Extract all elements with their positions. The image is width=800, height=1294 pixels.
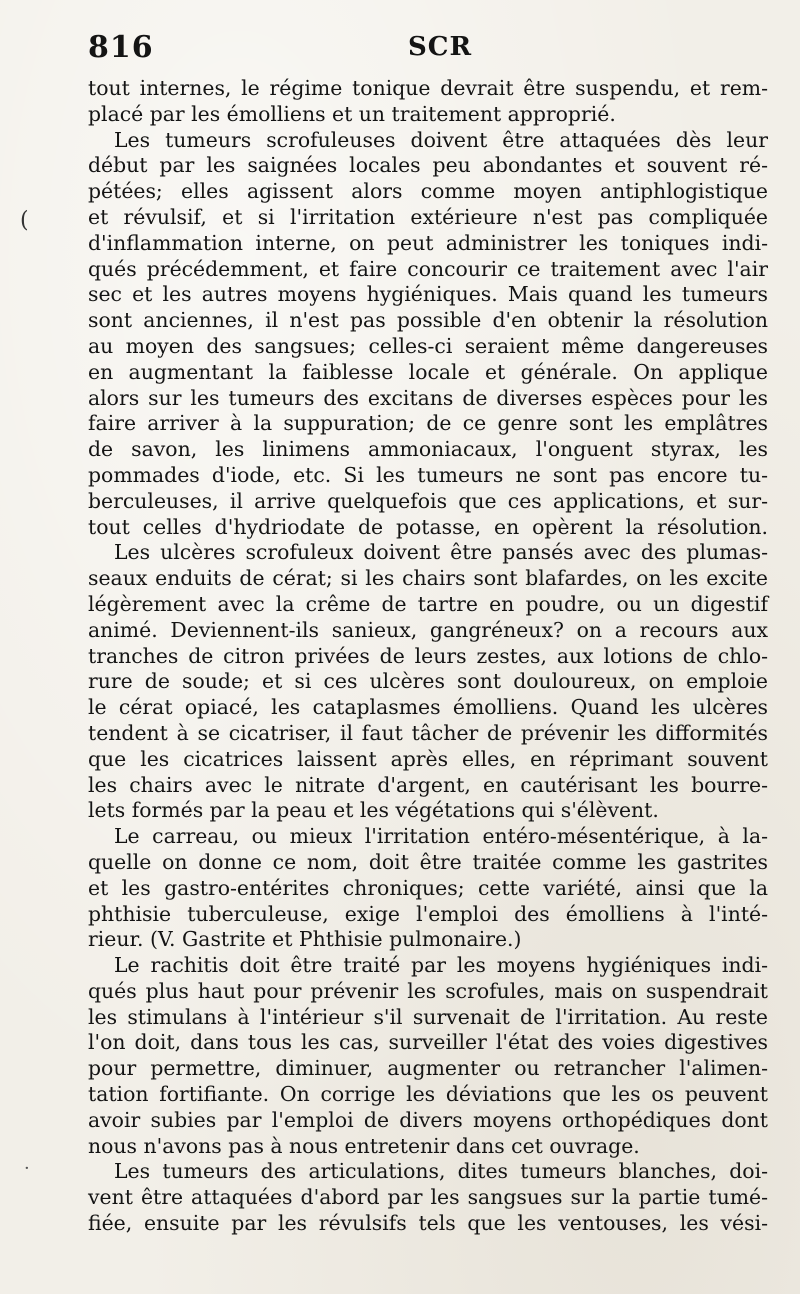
text-line: tout internes, le régime tonique devrait être suspendu, et rem- (88, 76, 768, 100)
page-number: 816 (88, 30, 154, 65)
text-line: lets formés par la peau et les végétations qui s'élèvent. (88, 798, 659, 823)
text-line: sont anciennes, il n'est pas possible d'en obtenir la résolution (88, 308, 768, 333)
text-line: Le carreau, ou mieux l'irritation entéro-mésentérique, à la- (114, 824, 768, 849)
text-line: qués plus haut pour prévenir les scrofules, mais on suspendrait (88, 978, 768, 1003)
text-line: début par les saignées locales peu abondantes et souvent ré- (88, 153, 768, 178)
text-line: qués précédemment, et faire concourir ce traitement avec l'air (88, 256, 768, 281)
margin-mark: ( (20, 208, 29, 233)
text-line: d'inflammation interne, on peut administrer les toniques indi- (88, 230, 768, 255)
text-line: seaux enduits de cérat; si les chairs sont blafardes, on les excite (88, 566, 768, 591)
text-line: au moyen des sangsues; celles-ci seraient même dangereuses (88, 333, 768, 358)
text-line: pétées; elles agissent alors comme moyen antiphlogistique (88, 179, 768, 204)
text-line: phthisie tuberculeuse, exige l'emploi des émolliens à l'inté- (88, 901, 768, 926)
text-line: en augmentant la faiblesse locale et générale. On applique (88, 359, 768, 384)
text-line: le cérat opiacé, les cataplasmes émolliens. Quand les ulcères (88, 695, 768, 720)
text-line: berculeuses, il arrive quelquefois que ces applications, et sur- (88, 488, 768, 513)
text-line: Les tumeurs scrofuleuses doivent être attaquées dès leur (114, 127, 768, 152)
text-line: vent être attaquées d'abord par les sangsues sur la partie tumé- (88, 1185, 768, 1210)
text-line: tendent à se cicatriser, il faut tâcher de prévenir les difformités (88, 720, 768, 745)
margin-mark: · (24, 1158, 30, 1179)
text-line: et révulsif, et si l'irritation extérieure n'est pas compliquée (88, 204, 768, 229)
text-line: quelle on donne ce nom, doit être traitée comme les gastrites (88, 849, 768, 874)
text-line: sec et les autres moyens hygiéniques. Mais quand les tumeurs (88, 282, 768, 307)
text-line: tranches de citron privées de leurs zestes, aux lotions de chlo- (88, 643, 768, 668)
text-line: l'on doit, dans tous les cas, surveiller l'état des voies digestives (88, 1030, 768, 1055)
body-text (88, 76, 768, 1237)
text-line: pour permettre, diminuer, augmenter ou retrancher l'alimen- (88, 1056, 768, 1081)
text-line: Le rachitis doit être traité par les moyens hygiéniques indi- (114, 953, 768, 978)
text-line: les stimulans à l'intérieur s'il survenait de l'irritation. Au reste (88, 1004, 768, 1029)
text-line: légèrement avec la crême de tartre en poudre, ou un digestif (88, 591, 768, 616)
text-line: alors sur les tumeurs des excitans de diverses espèces pour les (88, 385, 768, 410)
text-line: les chairs avec le nitrate d'argent, en cautérisant les bourre- (88, 772, 768, 797)
text-line: que les cicatrices laissent après elles, en réprimant souvent (88, 746, 768, 771)
text-line: faire arriver à la suppuration; de ce genre sont les emplâtres (88, 411, 768, 436)
running-head: SCR (408, 32, 473, 62)
text-line: et les gastro-entérites chroniques; cette variété, ainsi que la (88, 875, 768, 900)
text-line: rieur. (V. Gastrite et Phthisie pulmonaire.) (88, 927, 522, 952)
text-line: nous n'avons pas à nous entretenir dans cet ouvrage. (88, 1133, 640, 1158)
text-line: tation fortifiante. On corrige les déviations que les os peuvent (88, 1082, 768, 1107)
text-line: avoir subies par l'emploi de divers moyens orthopédiques dont (88, 1107, 768, 1132)
text-line: Les tumeurs des articulations, dites tumeurs blanches, doi- (114, 1159, 768, 1184)
text-line: animé. Deviennent-ils sanieux, gangréneux? on a recours aux (88, 617, 768, 642)
text-line: fiée, ensuite par les révulsifs tels que les ventouses, les vési- (88, 1211, 768, 1236)
text-line: tout celles d'hydriodate de potasse, en opèrent la résolution. (88, 514, 768, 539)
text-line: rure de soude; et si ces ulcères sont douloureux, on emploie (88, 669, 768, 694)
page-header (88, 30, 776, 70)
text-line: de savon, les linimens ammoniacaux, l'onguent styrax, les (88, 437, 768, 462)
text-line: pommades d'iode, etc. Si les tumeurs ne sont pas encore tu- (88, 462, 768, 487)
text-line: placé par les émolliens et un traitement approprié. (88, 101, 616, 126)
text-line: Les ulcères scrofuleux doivent être pansés avec des plumas- (114, 540, 768, 565)
